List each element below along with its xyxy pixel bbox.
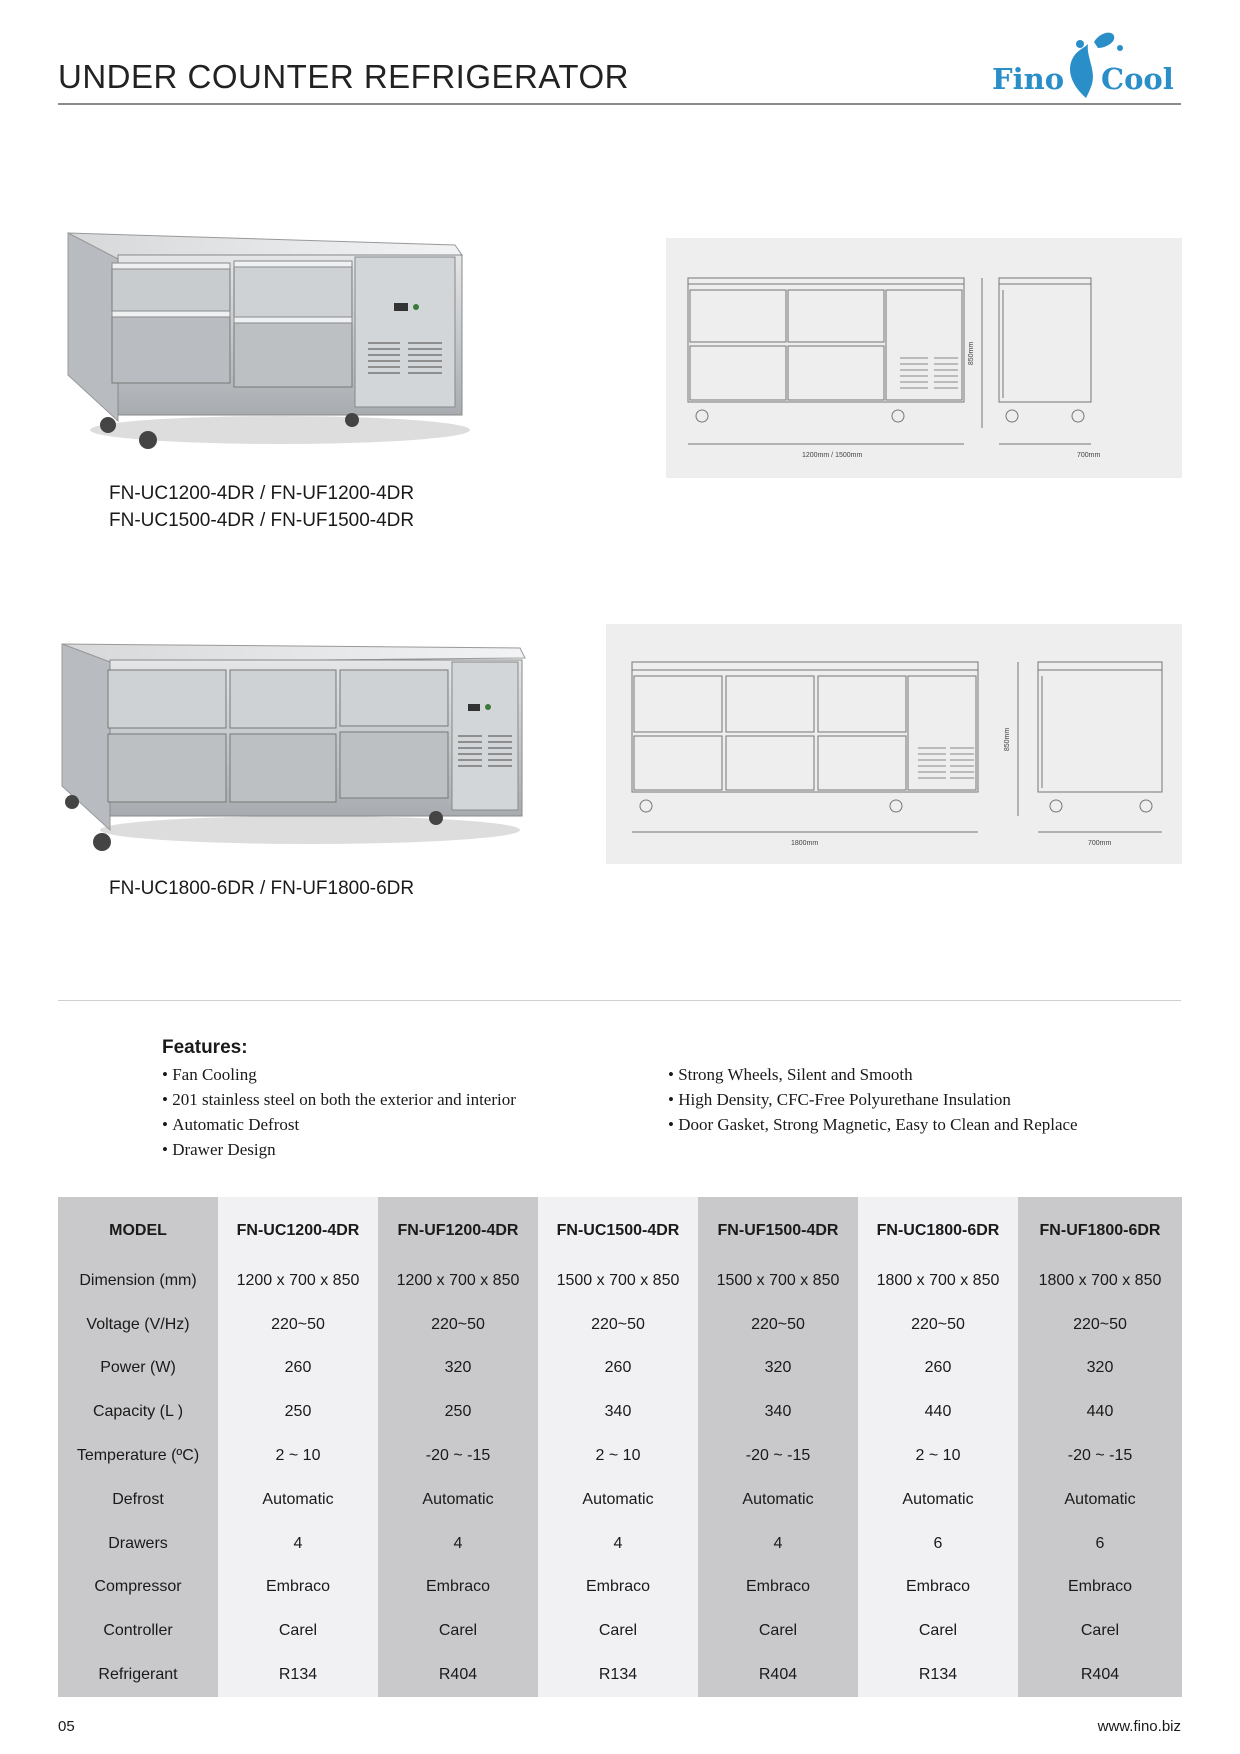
spec-header-row — [58, 1197, 1182, 1259]
spec-value-cell: FN-UF1200-4DR — [378, 1197, 538, 1259]
section-divider — [58, 1000, 1181, 1001]
spec-value-cell: 250 — [378, 1390, 538, 1434]
spec-value-cell: Embraco — [538, 1566, 698, 1610]
technical-drawing-6-drawer — [606, 624, 1182, 864]
spec-value-cell: 320 — [378, 1347, 538, 1391]
spec-row — [58, 1653, 1182, 1697]
spec-value-cell: Carel — [378, 1609, 538, 1653]
spec-row — [58, 1609, 1182, 1653]
spec-value-cell: 1200 x 700 x 850 — [218, 1259, 378, 1303]
product-photo-4-drawer — [50, 225, 470, 465]
spec-value-cell: 220~50 — [698, 1303, 858, 1347]
technical-drawing-4-drawer — [666, 238, 1182, 478]
feature-item: • Drawer Design — [162, 1137, 516, 1162]
spec-value-cell: 220~50 — [1018, 1303, 1182, 1347]
drawing-height-label: 850mm — [968, 341, 976, 366]
spec-label-cell: Refrigerant — [58, 1653, 218, 1697]
spec-value-cell: R404 — [378, 1653, 538, 1697]
spec-value-cell: 6 — [858, 1522, 1018, 1566]
spec-value-cell: 4 — [218, 1522, 378, 1566]
drawing-depth-label: 700mm — [1077, 452, 1101, 459]
spec-value-cell: 250 — [218, 1390, 378, 1434]
feature-item: • Door Gasket, Strong Magnetic, Easy to Clean and Replace — [668, 1112, 1078, 1137]
spec-value-cell: 340 — [538, 1390, 698, 1434]
brand-logo — [990, 26, 1190, 106]
spec-label-cell: Voltage (V/Hz) — [58, 1303, 218, 1347]
spec-value-cell: Embraco — [1018, 1566, 1182, 1610]
spec-value-cell: 260 — [858, 1347, 1018, 1391]
spec-value-cell: 2 ~ 10 — [858, 1434, 1018, 1478]
spec-value-cell: Automatic — [858, 1478, 1018, 1522]
spec-value-cell: 2 ~ 10 — [218, 1434, 378, 1478]
spec-value-cell: 220~50 — [538, 1303, 698, 1347]
spec-value-cell: 440 — [1018, 1390, 1182, 1434]
spec-value-cell: Automatic — [1018, 1478, 1182, 1522]
spec-value-cell: 1500 x 700 x 850 — [698, 1259, 858, 1303]
spec-value-cell: Carel — [858, 1609, 1018, 1653]
spec-value-cell: 220~50 — [858, 1303, 1018, 1347]
spec-value-cell: Carel — [698, 1609, 858, 1653]
spec-label-cell: Capacity (L ) — [58, 1390, 218, 1434]
spec-value-cell: R134 — [858, 1653, 1018, 1697]
feature-item: • Automatic Defrost — [162, 1112, 516, 1137]
feature-item: • Fan Cooling — [162, 1062, 516, 1087]
spec-value-cell: R404 — [698, 1653, 858, 1697]
spec-label-cell: Controller — [58, 1609, 218, 1653]
spec-label-cell: Defrost — [58, 1478, 218, 1522]
product-photo-6-drawer — [50, 630, 530, 870]
spec-value-cell: 1200 x 700 x 850 — [378, 1259, 538, 1303]
spec-value-cell: FN-UC1200-4DR — [218, 1197, 378, 1259]
spec-value-cell: R134 — [538, 1653, 698, 1697]
spec-value-cell: 6 — [1018, 1522, 1182, 1566]
spec-value-cell: -20 ~ -15 — [378, 1434, 538, 1478]
drawing-width-label: 1200mm / 1500mm — [802, 452, 863, 459]
spec-value-cell: Carel — [218, 1609, 378, 1653]
spec-value-cell: Embraco — [858, 1566, 1018, 1610]
spec-value-cell: R134 — [218, 1653, 378, 1697]
website-url: www.fino.biz — [1097, 1718, 1181, 1735]
spec-row — [58, 1522, 1182, 1566]
spec-value-cell: 260 — [538, 1347, 698, 1391]
spec-value-cell: 4 — [538, 1522, 698, 1566]
spec-value-cell: FN-UC1800-6DR — [858, 1197, 1018, 1259]
spec-row — [58, 1434, 1182, 1478]
spec-value-cell: R404 — [1018, 1653, 1182, 1697]
product-caption-2: FN-UC1800-6DR / FN-UF1800-6DR — [109, 878, 415, 899]
spec-label-cell: Power (W) — [58, 1347, 218, 1391]
feature-item: • High Density, CFC-Free Polyurethane Insulation — [668, 1087, 1078, 1112]
feature-item: • 201 stainless steel on both the exterior and interior — [162, 1087, 516, 1112]
spec-value-cell: 1800 x 700 x 850 — [858, 1259, 1018, 1303]
spec-row — [58, 1259, 1182, 1303]
spec-value-cell: 320 — [698, 1347, 858, 1391]
spec-label-cell: Compressor — [58, 1566, 218, 1610]
spec-value-cell: 4 — [378, 1522, 538, 1566]
drawing-width-label: 1800mm — [791, 840, 819, 847]
spec-value-cell: 220~50 — [218, 1303, 378, 1347]
spec-value-cell: Carel — [538, 1609, 698, 1653]
spec-value-cell: 340 — [698, 1390, 858, 1434]
product-caption-1b: FN-UC1500-4DR / FN-UF1500-4DR — [109, 510, 415, 531]
spec-value-cell: 1500 x 700 x 850 — [538, 1259, 698, 1303]
features-list-right — [668, 1062, 1078, 1137]
spec-value-cell: Automatic — [218, 1478, 378, 1522]
drawing-depth-label: 700mm — [1088, 840, 1112, 847]
spec-value-cell: 440 — [858, 1390, 1018, 1434]
spec-value-cell: FN-UF1500-4DR — [698, 1197, 858, 1259]
spec-value-cell: -20 ~ -15 — [698, 1434, 858, 1478]
spec-row — [58, 1390, 1182, 1434]
spec-value-cell: 1800 x 700 x 850 — [1018, 1259, 1182, 1303]
spec-row — [58, 1303, 1182, 1347]
spec-value-cell: 220~50 — [378, 1303, 538, 1347]
spec-value-cell: 320 — [1018, 1347, 1182, 1391]
spec-value-cell: 4 — [698, 1522, 858, 1566]
spec-value-cell: FN-UC1500-4DR — [538, 1197, 698, 1259]
spec-value-cell: 260 — [218, 1347, 378, 1391]
spec-label-cell: Drawers — [58, 1522, 218, 1566]
spec-row — [58, 1566, 1182, 1610]
spec-table — [58, 1197, 1182, 1697]
logo-word-fino: Fino — [992, 62, 1065, 96]
spec-value-cell: 2 ~ 10 — [538, 1434, 698, 1478]
spec-value-cell: -20 ~ -15 — [1018, 1434, 1182, 1478]
spec-label-cell: Temperature (ºC) — [58, 1434, 218, 1478]
page-title: UNDER COUNTER REFRIGERATOR — [58, 58, 629, 95]
feature-item: • Strong Wheels, Silent and Smooth — [668, 1062, 1078, 1087]
features-list-left — [162, 1062, 516, 1162]
drawing-height-label: 850mm — [1004, 727, 1012, 752]
spec-value-cell: Embraco — [698, 1566, 858, 1610]
spec-value-cell: Embraco — [218, 1566, 378, 1610]
spec-label-cell: Dimension (mm) — [58, 1259, 218, 1303]
spec-row — [58, 1478, 1182, 1522]
spec-value-cell: Automatic — [538, 1478, 698, 1522]
spec-label-cell: MODEL — [58, 1197, 218, 1259]
logo-word-cool: Cool — [1101, 62, 1174, 96]
spec-value-cell: FN-UF1800-6DR — [1018, 1197, 1182, 1259]
spec-value-cell: Automatic — [698, 1478, 858, 1522]
spec-row — [58, 1347, 1182, 1391]
spec-value-cell: Automatic — [378, 1478, 538, 1522]
features-heading: Features: — [162, 1037, 248, 1058]
spec-value-cell: Embraco — [378, 1566, 538, 1610]
page-number: 05 — [58, 1718, 75, 1735]
product-caption-1a: FN-UC1200-4DR / FN-UF1200-4DR — [109, 483, 415, 504]
spec-value-cell: Carel — [1018, 1609, 1182, 1653]
